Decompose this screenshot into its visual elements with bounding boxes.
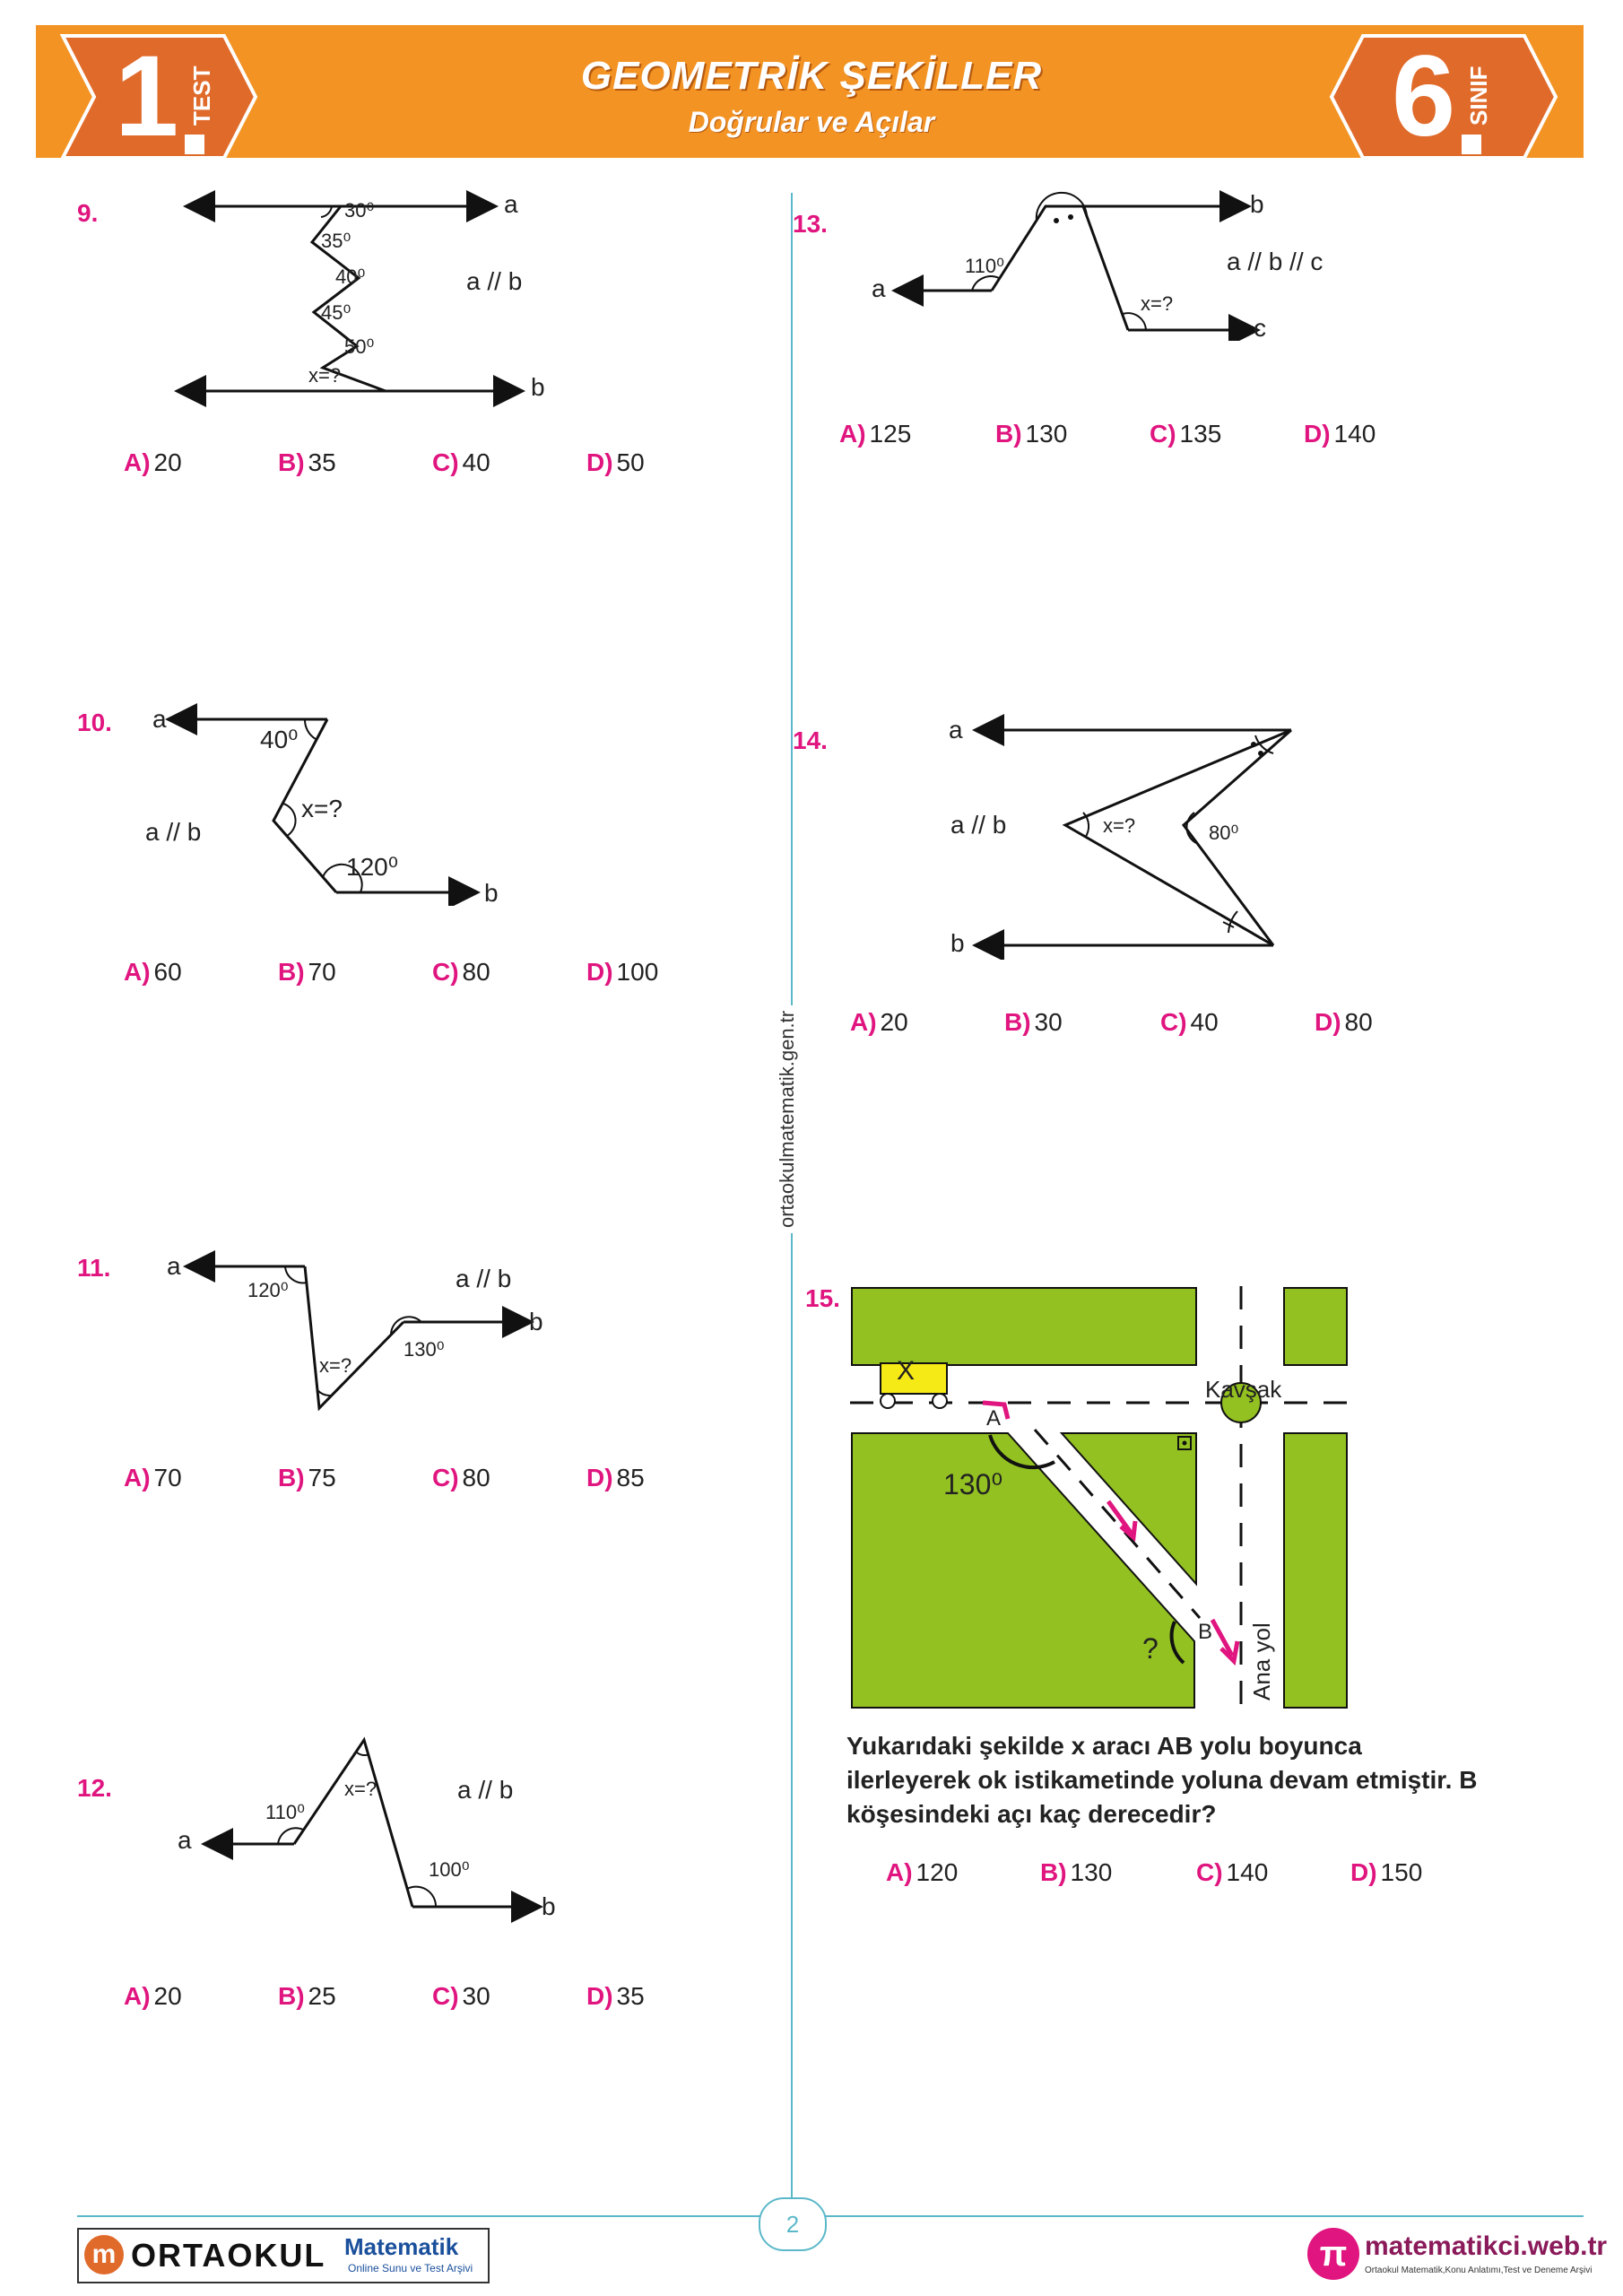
q9-ang4: 45⁰	[321, 301, 352, 324]
q9-parallel: a // b	[466, 267, 523, 295]
q14-label-b: b	[950, 929, 965, 957]
q15-angle-label: 130⁰	[943, 1468, 1003, 1500]
q14-x: x=?	[1103, 814, 1136, 837]
q15-point-b: B	[1198, 1620, 1213, 1644]
q14-option-b[interactable]: B) 30	[1004, 1008, 1063, 1036]
q15-option-b[interactable]: B) 130	[1040, 1858, 1113, 1886]
left-logo-text: ORTAOKUL	[131, 2237, 326, 2274]
q9-option-d[interactable]: D) 50	[586, 448, 645, 476]
q12-label-a: a	[178, 1826, 192, 1854]
q14-label-a: a	[949, 716, 963, 744]
q12-x: x=?	[344, 1778, 378, 1800]
q13-label-b: b	[1250, 190, 1264, 218]
q9-ang1: 30⁰	[344, 199, 375, 222]
q15-option-a[interactable]: A) 120	[886, 1858, 959, 1886]
pi-icon: π	[1307, 2228, 1359, 2280]
q13-option-c[interactable]: C) 135	[1150, 420, 1222, 448]
q15-question-mark: ?	[1142, 1632, 1159, 1665]
q13-label-c: c	[1254, 314, 1266, 342]
test-number: 1	[115, 32, 179, 161]
q11-option-b[interactable]: B) 75	[278, 1464, 336, 1492]
q13-option-a[interactable]: A) 125	[839, 420, 912, 448]
question-14-number: 14.	[793, 726, 828, 754]
logo-m-icon: m	[84, 2235, 124, 2274]
page-number: 2	[759, 2197, 827, 2251]
q11-ang1: 120⁰	[247, 1279, 289, 1301]
question-10-number: 10.	[77, 709, 112, 736]
right-logo-text: matematikci.web.tr	[1365, 2231, 1608, 2261]
q10-label-b: b	[484, 879, 499, 907]
q10-option-a[interactable]: A) 60	[124, 958, 182, 986]
question-12-figure	[197, 1731, 574, 1928]
question-15-map	[850, 1286, 1352, 1709]
q13-label-a: a	[872, 274, 886, 302]
q12-ang2: 100⁰	[429, 1858, 470, 1881]
page-title: GEOMETRİK ŞEKİLLER	[580, 54, 1043, 98]
footer-line	[77, 2215, 1584, 2217]
q12-label-b: b	[542, 1892, 556, 1920]
left-logo-tag: Online Sunu ve Test Arşivi	[348, 2262, 473, 2274]
q10-ang1: 40⁰	[260, 726, 299, 753]
q10-ang2: 120⁰	[346, 853, 398, 881]
q13-option-b[interactable]: B) 130	[995, 420, 1068, 448]
q9-option-c[interactable]: C) 40	[432, 448, 490, 476]
q13-x: x=?	[1141, 292, 1174, 315]
q15-junction-label: Kavşak	[1205, 1376, 1282, 1403]
q11-label-a: a	[167, 1252, 181, 1280]
q15-option-d[interactable]: D) 150	[1350, 1858, 1423, 1886]
question-14-figure	[968, 709, 1309, 960]
q15-road-label: Ana yol	[1248, 1622, 1275, 1700]
question-15-number: 15.	[805, 1284, 840, 1312]
right-logo-tag: Ortaokul Matematik,Konu Anlatımı,Test ve Deneme Arşivi	[1365, 2266, 1593, 2275]
right-footer-logo	[1307, 2224, 1608, 2285]
watermark: ortaokulmatematik.gen.tr	[776, 1005, 799, 1233]
q14-ang1: 80⁰	[1209, 822, 1239, 844]
q9-label-a: a	[504, 190, 518, 218]
q15-point-a: A	[986, 1406, 1002, 1431]
question-11-number: 11.	[77, 1254, 111, 1282]
q9-x: x=?	[308, 364, 342, 387]
grade-dot	[1462, 135, 1481, 154]
q9-label-b: b	[531, 373, 545, 401]
question-13-number: 13.	[793, 210, 828, 238]
q13-ang1: 110⁰	[965, 255, 1004, 277]
q9-ang2: 35⁰	[321, 230, 352, 252]
q15-car-label: X	[897, 1356, 916, 1386]
q9-option-b[interactable]: B) 35	[278, 448, 336, 476]
q12-parallel: a // b	[457, 1776, 514, 1804]
q14-option-c[interactable]: C) 40	[1160, 1008, 1219, 1036]
q13-parallel: a // b // c	[1227, 248, 1324, 275]
q12-ang1: 110⁰	[265, 1801, 305, 1823]
q12-option-c[interactable]: C) 30	[432, 1982, 490, 2010]
q12-option-b[interactable]: B) 25	[278, 1982, 336, 2010]
q13-option-d[interactable]: D) 140	[1304, 420, 1376, 448]
q14-option-d[interactable]: D) 80	[1315, 1008, 1373, 1036]
q14-parallel: a // b	[950, 811, 1007, 839]
q12-option-d[interactable]: D) 35	[586, 1982, 645, 2010]
q12-option-a[interactable]: A) 20	[124, 1982, 182, 2010]
q15-option-c[interactable]: C) 140	[1196, 1858, 1269, 1886]
q10-label-a: a	[152, 705, 167, 733]
q11-option-a[interactable]: A) 70	[124, 1464, 182, 1492]
q11-option-c[interactable]: C) 80	[432, 1464, 490, 1492]
q10-parallel: a // b	[145, 818, 202, 846]
q11-ang2: 130⁰	[404, 1338, 445, 1361]
q10-option-b[interactable]: B) 70	[278, 958, 336, 986]
q10-x: x=?	[301, 795, 343, 822]
q9-ang5: 50⁰	[344, 335, 375, 358]
q15-question-text: Yukarıdaki şekilde x aracı AB yolu boyunca ilerleyerek ok istikametinde yoluna devam etmiştir. B köşesindeki açı kaç derecedir?	[846, 1732, 1478, 1828]
question-9-number: 9.	[77, 199, 99, 227]
q14-option-a[interactable]: A) 20	[850, 1008, 908, 1036]
q11-x: x=?	[319, 1354, 352, 1377]
grade-number: 6	[1392, 32, 1456, 161]
left-footer-logo	[77, 2228, 490, 2283]
q10-option-c[interactable]: C) 80	[432, 958, 490, 986]
q9-ang3: 40⁰	[335, 265, 366, 288]
q11-label-b: b	[529, 1308, 543, 1335]
q10-option-d[interactable]: D) 100	[586, 958, 659, 986]
left-logo-sub: Matematik	[344, 2233, 459, 2260]
test-label: TEST	[188, 65, 215, 126]
page-subtitle: Doğrular ve Açılar	[688, 106, 935, 138]
q9-option-a[interactable]: A) 20	[124, 448, 182, 476]
question-9-figure	[170, 188, 583, 413]
question-11-figure	[179, 1247, 574, 1426]
q11-option-d[interactable]: D) 85	[586, 1464, 645, 1492]
question-12-number: 12.	[77, 1774, 112, 1802]
q11-parallel: a // b	[456, 1265, 512, 1292]
grade-label: SINIF	[1465, 65, 1492, 126]
